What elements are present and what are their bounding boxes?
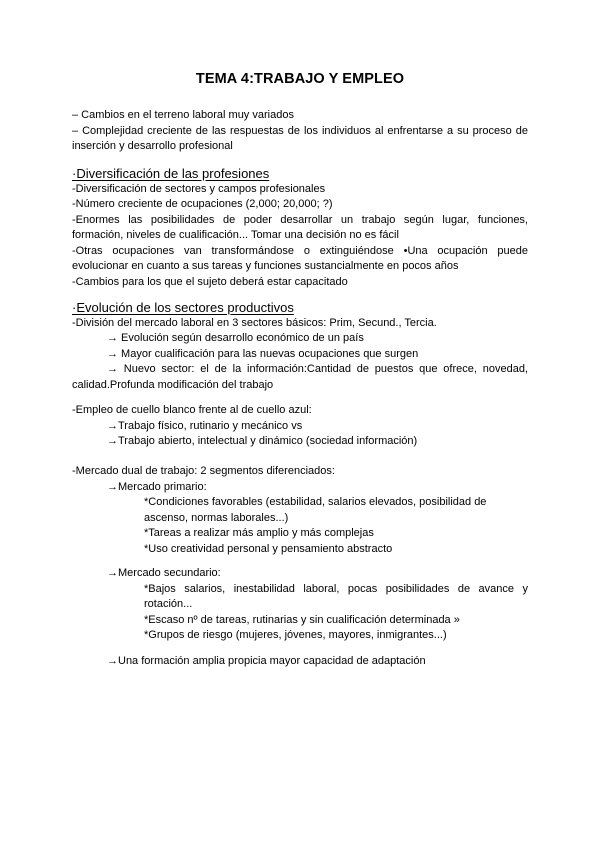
- text-line: -Cambios para los que el sujeto deberá estar capacitado: [72, 275, 348, 288]
- arrow-line: →Trabajo abierto, intelectual y dinámico (sociedad información): [107, 435, 418, 447]
- arrow-line: → Nuevo sector: el de la información:Cantidad de puestos que ofrece, novedad,: [107, 363, 528, 375]
- primary-item: ascenso, normas laborales...): [144, 511, 289, 524]
- text-line: calidad.Profunda modificación del trabajo: [72, 378, 274, 391]
- text-line: -Diversificación de sectores y campos profesionales: [72, 182, 326, 195]
- intro-block: [72, 108, 528, 155]
- section-heading: ·Diversificación de las profesiones: [72, 166, 270, 181]
- arrow-line: →Trabajo físico, rutinario y mecánico vs: [107, 419, 303, 432]
- intro-line: – Complejidad creciente de las respuestas de los individuos al enfrentarse a su proceso de: [72, 124, 528, 137]
- section-evolucion: [72, 300, 528, 393]
- secondary-item: *Escaso nº de tareas, rutinarias y sin cualificación determinada »: [144, 613, 460, 626]
- page-title: TEMA 4:TRABAJO Y EMPLEO: [195, 71, 405, 87]
- text-line: -División del mercado laboral en 3 sectores básicos: Prim, Secund., Tercia.: [72, 316, 437, 329]
- text-line: evolucionar en cuanto a sus tareas y funciones sustancialmente en pocos años: [72, 260, 459, 272]
- text-line: -Empleo de cuello blanco frente al de cuello azul:: [72, 404, 312, 416]
- secondary-market-label: →Mercado secundario:: [107, 567, 221, 579]
- section-cuello: [72, 403, 528, 450]
- secondary-item: rotación...: [144, 598, 193, 610]
- intro-line: inserción y desarrollo profesional: [72, 140, 233, 152]
- arrow-line: → Mayor cualificación para las nuevas ocupaciones que surgen: [107, 347, 419, 360]
- section-heading: ·Evolución de los sectores productivos: [72, 300, 294, 315]
- primary-market-label: →Mercado primario:: [107, 480, 207, 493]
- text-line: -Enormes las posibilidades de poder desarrollar un trabajo según lugar, funciones,: [72, 213, 528, 226]
- primary-item: *Uso creatividad personal y pensamiento abstracto: [144, 542, 393, 555]
- secondary-item: *Bajos salarios, inestabilidad laboral, pocas posibilidades de avance y: [144, 582, 528, 595]
- conclusion-line: →Una formación amplia propicia mayor capacidad de adaptación: [107, 655, 426, 667]
- text-line: formación, niveles de cualificación... Tomar una decisión no es fácil: [72, 229, 399, 241]
- conclusion-block: [72, 654, 528, 670]
- intro-line: – Cambios en el terreno laboral muy variados: [72, 109, 294, 121]
- section-diversificacion: [72, 166, 528, 290]
- primary-item: *Condiciones favorables (estabilidad, salarios elevados, posibilidad de: [144, 496, 487, 508]
- secondary-item: *Grupos de riesgo (mujeres, jóvenes, mayores, inmigrantes...): [144, 629, 447, 641]
- arrow-line: → Evolución según desarrollo económico de un país: [107, 332, 364, 344]
- text-line: -Número creciente de ocupaciones (2,000; 20,000; ?): [72, 198, 333, 210]
- text-line: -Otras ocupaciones van transformándose o extinguiéndose •Una ocupación puede: [72, 244, 528, 257]
- text-line: -Mercado dual de trabajo: 2 segmentos diferenciados:: [72, 465, 335, 477]
- primary-item: *Tareas a realizar más amplio y más complejas: [144, 527, 374, 539]
- section-mercado-secundario: [72, 566, 528, 644]
- section-mercado-dual: [72, 464, 528, 557]
